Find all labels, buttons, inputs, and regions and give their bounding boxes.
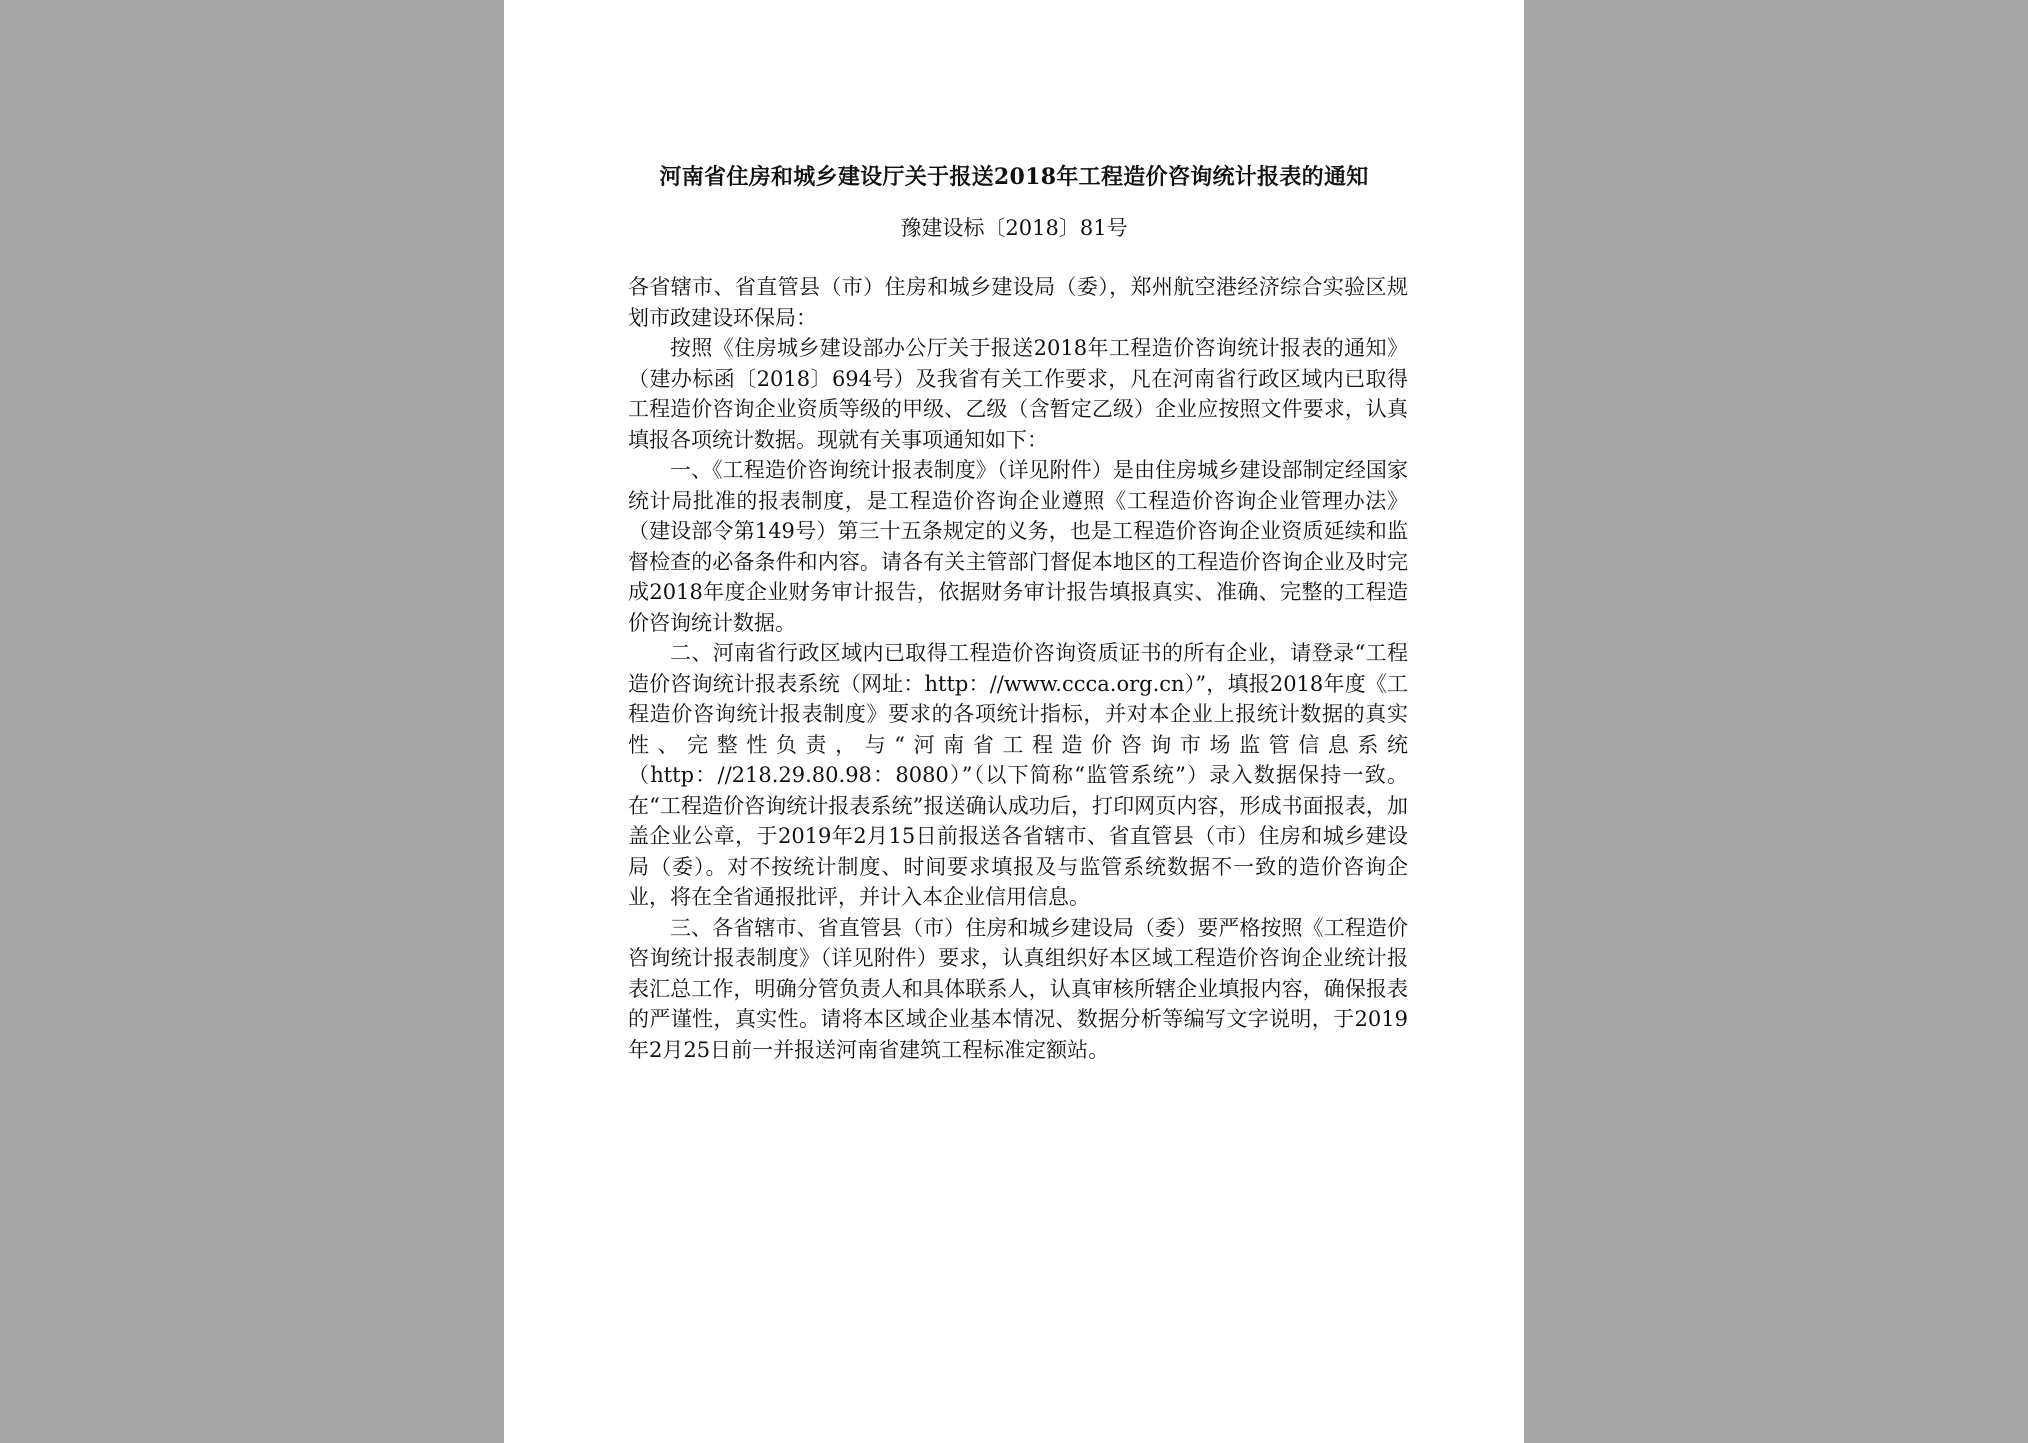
intro-paragraph: 按照《住房城乡建设部办公厅关于报送2018年工程造价咨询统计报表的通知》（建办标函〔2018〕694号）及我省有关工作要求，凡在河南省行政区域内已取得工程造价咨询企业资质等级的甲级、乙级（含暂定乙级）企业应按照文件要求，认真填报各项统计数据。现就有关事项通知如下： bbox=[628, 336, 1408, 452]
document-title: 河南省住房和城乡建设厅关于报送2018年工程造价咨询统计报表的通知 bbox=[659, 164, 1369, 190]
document-number: 豫建设标〔2018〕81号 bbox=[900, 216, 1128, 240]
item-one-paragraph: 一、《工程造价咨询统计报表制度》（详见附件）是由住房城乡建设部制定经国家统计局批准的报表制度，是工程造价咨询企业遵照《工程造价咨询企业管理办法》（建设部令第149号）第三十五条规定的义务，也是工程造价咨询企业资质延续和监督检查的必备条件和内容。请各有关主管部门督促本地区的工程造价咨询企业及时完成2018年度企业财务审计报告，依据财务审计报告填报真实、准确、完整的工程造价咨询统计数据。 bbox=[628, 458, 1408, 635]
item-two-paragraph: 二、河南省行政区域内已取得工程造价咨询资质证书的所有企业，请登录“工程造价咨询统计报表系统（网址：http：//www.ccca.org.cn）”，填报2018年度《工程造价咨询统计报表制度》要求的各项统计指标，并对本企业上报统计数据的真实性、完整性负责，与“河南省工程造价咨询市场监管信息系统（http：//218.29.80.98：8080）”（以下简称“监管系统”）录入数据保持一致。在“工程造价咨询统计报表系统”报送确认成功后，打印网页内容，形成书面报表，加盖企业公章，于2019年2月15日前报送各省辖市、省直管县（市）住房和城乡建设局（委）。对不按统计制度、时间要求填报及与监管系统数据不一致的造价咨询企业，将在全省通报批评，并计入本企业信用信息。 bbox=[628, 641, 1408, 909]
addressee-paragraph: 各省辖市、省直管县（市）住房和城乡建设局（委），郑州航空港经济综合实验区规划市政建设环保局： bbox=[628, 275, 1408, 330]
document-body bbox=[628, 272, 1408, 1065]
document-page bbox=[504, 0, 1524, 1443]
item-three-paragraph: 三、各省辖市、省直管县（市）住房和城乡建设局（委）要严格按照《工程造价咨询统计报表制度》（详见附件）要求，认真组织好本区域工程造价咨询企业统计报表汇总工作，明确分管负责人和具体联系人，认真审核所辖企业填报内容，确保报表的严谨性，真实性。请将本区域企业基本情况、数据分析等编写文字说明，于2019年2月25日前一并报送河南省建筑工程标准定额站。 bbox=[628, 915, 1408, 1062]
